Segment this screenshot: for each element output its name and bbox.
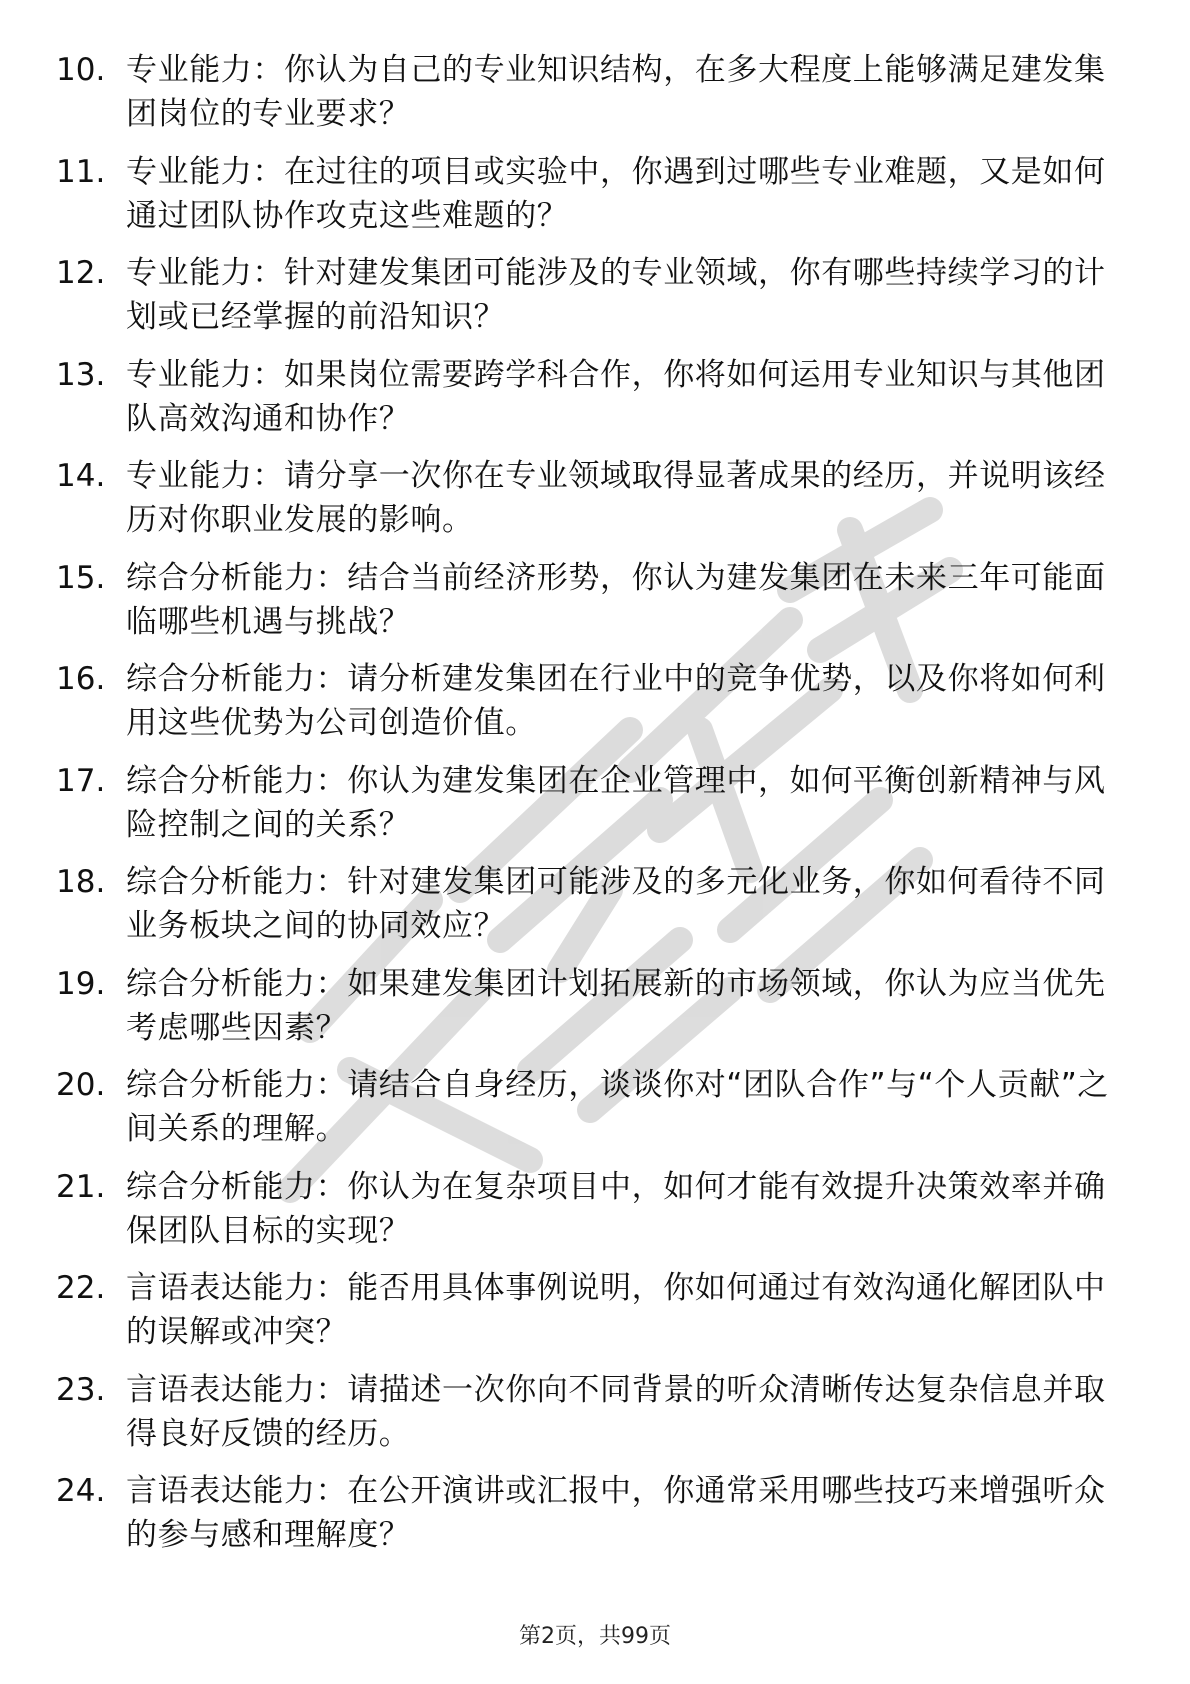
question-item [0, 860, 1190, 962]
question-text: 综合分析能力：如果建发集团计划拓展新的市场领域，你认为应当优先考虑哪些因素？ [126, 965, 1106, 1046]
question-item [0, 1063, 1190, 1165]
question-text: 言语表达能力：在公开演讲或汇报中，你通常采用哪些技巧来增强听众的参与感和理解度？ [126, 1473, 1106, 1553]
question-item [0, 353, 1190, 455]
question-text: 综合分析能力：请分析建发集团在行业中的竞争优势，以及你将如何利用这些优势为公司创造价值。 [126, 661, 1106, 741]
question-item [0, 657, 1190, 759]
question-list [0, 48, 1190, 1571]
question-number: 21. [56, 1168, 106, 1205]
question-number: 20. [56, 1067, 106, 1103]
question-number: 13. [56, 356, 106, 393]
question-number: 19. [56, 965, 106, 1002]
page-footer: 第2页，共99页 [519, 1624, 671, 1649]
question-item [0, 48, 1190, 150]
question-item [0, 150, 1190, 252]
question-number: 10. [56, 52, 106, 88]
question-text: 综合分析能力：针对建发集团可能涉及的多元化业务，你如何看待不同业务板块之间的协同效应？ [126, 864, 1106, 944]
question-number: 12. [56, 255, 106, 291]
question-item [0, 1165, 1190, 1267]
question-item [0, 759, 1190, 861]
question-text: 专业能力：请分享一次你在专业领域取得显著成果的经历，并说明该经历对你职业发展的影响。 [126, 458, 1106, 538]
question-text: 言语表达能力：请描述一次你向不同背景的听众清晰传达复杂信息并取得良好反馈的经历。 [126, 1371, 1106, 1452]
question-item [0, 1266, 1190, 1368]
question-text: 综合分析能力：你认为在复杂项目中，如何才能有效提升决策效率并确保团队目标的实现？ [126, 1168, 1106, 1249]
question-number: 24. [56, 1473, 106, 1509]
question-item [0, 251, 1190, 353]
question-text: 专业能力：针对建发集团可能涉及的专业领域，你有哪些持续学习的计划或已经掌握的前沿知识？ [126, 255, 1106, 335]
question-item [0, 962, 1190, 1064]
question-number: 22. [56, 1270, 106, 1306]
question-number: 16. [56, 661, 106, 697]
question-item [0, 556, 1190, 658]
question-text: 专业能力：你认为自己的专业知识结构，在多大程度上能够满足建发集团岗位的专业要求？ [126, 52, 1106, 132]
question-number: 14. [56, 458, 106, 494]
question-item [0, 1469, 1190, 1571]
question-item [0, 1368, 1190, 1470]
question-text: 综合分析能力：你认为建发集团在企业管理中，如何平衡创新精神与风险控制之间的关系？ [126, 762, 1106, 843]
question-text: 专业能力：在过往的项目或实验中，你遇到过哪些专业难题，又是如何通过团队协作攻克这些难题的？ [126, 153, 1106, 234]
question-number: 11. [56, 153, 106, 190]
question-item [0, 454, 1190, 556]
question-number: 15. [56, 559, 106, 596]
question-number: 18. [56, 864, 106, 900]
question-text: 综合分析能力：结合当前经济形势，你认为建发集团在未来三年可能面临哪些机遇与挑战？ [126, 559, 1106, 640]
question-text: 专业能力：如果岗位需要跨学科合作，你将如何运用专业知识与其他团队高效沟通和协作？ [126, 356, 1106, 437]
question-text: 言语表达能力：能否用具体事例说明，你如何通过有效沟通化解团队中的误解或冲突？ [126, 1270, 1106, 1350]
question-number: 17. [56, 762, 106, 799]
question-text: 综合分析能力：请结合自身经历，谈谈你对“团队合作”与“个人贡献”之间关系的理解。 [126, 1067, 1110, 1147]
question-number: 23. [56, 1371, 106, 1408]
